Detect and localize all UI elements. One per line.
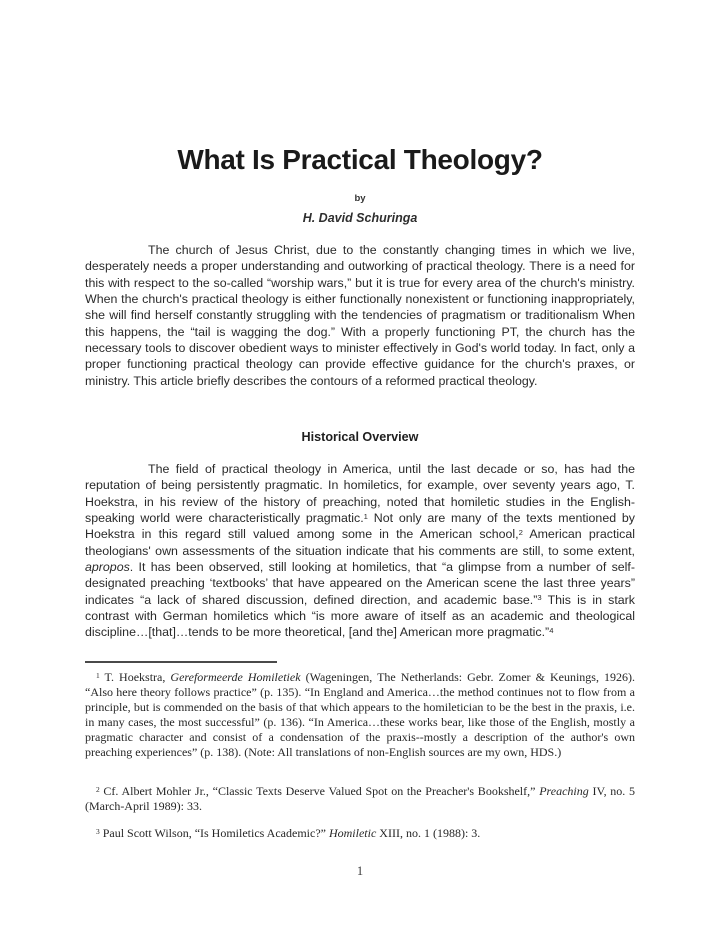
footnote-3: $^3$ Paul Scott Wilson, “Is Homiletics Academic?” Homiletic XIII, no. 1 (1988): 3. [96,826,481,840]
opening-paragraph: The church of Jesus Christ, due to the constantly changing times in which we live, desperately needs a proper understanding and outworking of practical theology. There is a need for this with respect to the so-called “worship wars,” but it is true for every area of the church's ministry. When the church's practical theology is either functionally nonexistent or functioning inappropriately, she will find herself constantly struggling with the tendencies of pragmatism or traditionalism When this happens, the “tail is wagging the dog.” With a properly functioning PT, the church has the necessary tools to discover obedient ways to minister effectively in God's world today. In fact, only a proper functioning practical theology can provide effective guidance for the church's praxes, or ministry. This article briefly describes the contours of a reformed practical theology. [85,243,635,388]
footnote-1: $^1$ T. Hoekstra, Gereformeerde Homiletiek (Wageningen, The Netherlands: Gebr. Zomer & Keunings, 1926). “Also here theory follows practice” (p. 135). “In England and America…the method continues not to flow from a principle, but is commended on the basis of that which appears to the homiletician to be the best in the praxis, i.e. in many cases, the most successful” (p. 136). “In America…these works bear, like those of the English, mostly a pragmatic character and consist of a condensation of the praxis--mostly a description of the author's own preaching experiences” (p. 138). (Note: All translations of non-English sources are my own, HDS.) [85,670,636,759]
page-title: What Is Practical Theology? [177,144,543,175]
author-name: H. David Schuringa [302,211,418,225]
byline-label: by [354,193,366,204]
section-heading-historical-overview: Historical Overview [301,430,419,444]
footnote-separator [85,661,277,663]
footnote-2: $^2$ Cf. Albert Mohler Jr., “Classic Texts Deserve Valued Spot on the Preacher's Bookshelf,” Preaching IV, no. 5 (March-April 1989): 33. [85,784,635,813]
page-number: 1 [356,864,364,878]
historical-overview-paragraph: The field of practical theology in America, until the last decade or so, has had the reputation of being persistently pragmatic. In homiletics, for example, over seventy years ago, T. Hoekstra, in his review of the history of preaching, noted that homiletic studies in the English-speaking world were characteristically pragmatic.$^1$ Not only are many of the texts mentioned by Hoekstra in this regard still valued among some in the American school,$^2$ American practical theologians' own assessments of the situation indicate that his comments are still, to some extent, apropos. It has been observed, still looking at homiletics, that “a glimpse from a number of self-designated preaching ‘textbooks’ that have appeared on the American scene the last three years” indicates “a lack of shared discussion, defined direction, and academic base.”$^3$ This is in stark contrast with German homiletics which “is more aware of itself as an academic and theological discipline…[that]…tends to be more theoretical, [and the] American more pragmatic.”$^4$ [85,462,635,640]
